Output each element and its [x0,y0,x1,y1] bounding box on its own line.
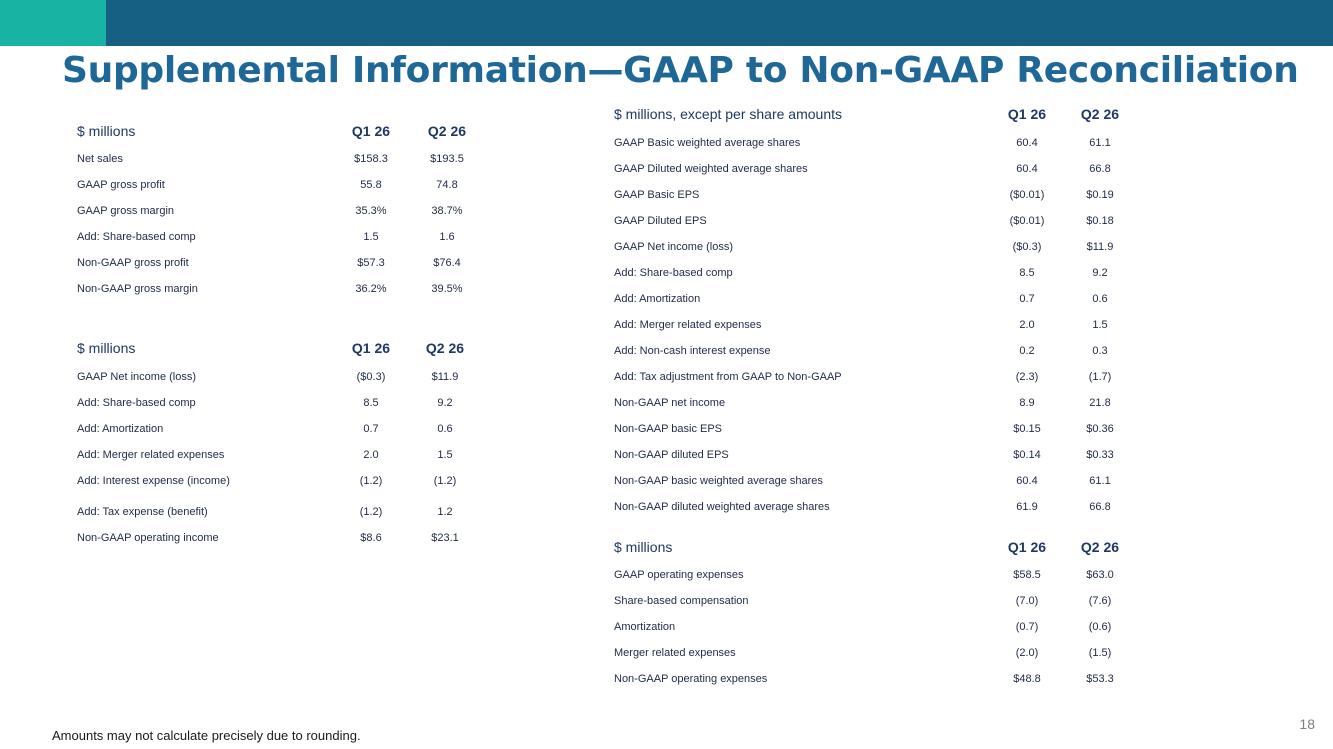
value-q1-26: ($0.3) [1012,241,1042,253]
value-q2-26: $11.9 [1086,241,1114,253]
value-q1-26: $57.3 [357,257,385,269]
value-q1-26: 8.5 [1019,267,1035,279]
value-q1-26: (0.7) [1015,621,1039,633]
value-q2-26: $63.0 [1086,569,1114,581]
row-label: Add: Amortization [77,423,164,435]
header-units-label: $ millions [77,340,136,356]
value-q2-26: $193.5 [430,153,464,165]
value-q1-26: 60.4 [1016,137,1038,149]
row-label: Merger related expenses [614,647,736,659]
value-q2-26: 1.2 [437,506,453,518]
row-label: Add: Share-based comp [77,397,196,409]
value-q2-26: (0.6) [1088,621,1112,633]
header-q1-26: Q1 26 [351,123,391,139]
header-q1-26: Q1 26 [1007,106,1047,122]
value-q1-26: $48.8 [1013,673,1041,685]
value-q2-26: 61.1 [1089,137,1111,149]
header-bar [0,0,1333,46]
row-label: Non-GAAP diluted weighted average shares [614,501,830,513]
header-q2-26: Q2 26 [1080,539,1120,555]
value-q2-26: (1.2) [433,475,457,487]
value-q2-26: 9.2 [1092,267,1108,279]
value-q1-26: (2.0) [1015,647,1039,659]
page-title: Supplemental Information—GAAP to Non-GAAP Reconciliation [62,50,1299,91]
value-q2-26: 61.1 [1089,475,1111,487]
header-q2-26: Q2 26 [425,340,465,356]
value-q1-26: $0.15 [1013,423,1041,435]
value-q2-26: 66.8 [1089,163,1111,175]
row-label: Add: Interest expense (income) [77,475,230,487]
row-label: Non-GAAP diluted EPS [614,449,729,461]
value-q1-26: ($0.01) [1009,215,1045,227]
row-label: Non-GAAP basic weighted average shares [614,475,823,487]
row-label: Add: Merger related expenses [77,449,225,461]
row-label: GAAP Basic weighted average shares [614,137,801,149]
row-label: GAAP gross profit [77,179,165,191]
value-q2-26: $53.3 [1086,673,1114,685]
value-q1-26: (1.2) [359,506,383,518]
value-q2-26: $0.19 [1086,189,1114,201]
row-label: Net sales [77,153,123,165]
row-label: GAAP operating expenses [614,569,744,581]
value-q1-26: 35.3% [355,205,387,217]
row-label: Non-GAAP net income [614,397,726,409]
value-q1-26: 8.5 [363,397,379,409]
operating-income-table [77,340,497,550]
row-label: Non-GAAP operating income [77,532,219,544]
row-label: Share-based compensation [614,595,749,607]
header-q1-26: Q1 26 [351,340,391,356]
row-label: Non-GAAP gross margin [77,283,198,295]
header-q2-26: Q2 26 [427,123,467,139]
value-q1-26: 0.7 [363,423,379,435]
row-label: Non-GAAP gross profit [77,257,189,269]
row-label: Amortization [614,621,676,633]
row-label: GAAP gross margin [77,205,175,217]
row-label: GAAP Diluted weighted average shares [614,163,808,175]
gross-margin-table [77,123,497,303]
value-q1-26: 60.4 [1016,475,1038,487]
header-accent-block [0,0,106,46]
row-label: Add: Merger related expenses [614,319,762,331]
value-q2-26: 39.5% [431,283,463,295]
value-q1-26: $58.5 [1013,569,1041,581]
value-q1-26: 0.2 [1019,345,1035,357]
value-q2-26: 38.7% [431,205,463,217]
rounding-footnote: Amounts may not calculate precisely due to rounding. [52,728,361,743]
value-q2-26: $76.4 [433,257,461,269]
header-units-label: $ millions [77,123,136,139]
row-label: Add: Tax expense (benefit) [77,506,208,518]
value-q2-26: (1.5) [1088,647,1112,659]
row-label: GAAP Net income (loss) [77,371,197,383]
value-q1-26: (2.3) [1015,371,1039,383]
value-q2-26: 9.2 [437,397,453,409]
value-q2-26: $11.9 [431,371,459,383]
value-q2-26: $0.33 [1086,449,1114,461]
value-q2-26: 0.3 [1092,345,1108,357]
row-label: Add: Tax adjustment from GAAP to Non-GAAP [614,371,842,383]
value-q2-26: 0.6 [437,423,453,435]
value-q2-26: 74.8 [436,179,458,191]
value-q2-26: (1.7) [1088,371,1112,383]
row-label: Add: Amortization [614,293,701,305]
value-q1-26: (1.2) [359,475,383,487]
value-q2-26: 1.6 [439,231,455,243]
value-q2-26: 21.8 [1089,397,1111,409]
operating-expenses-table [614,539,1134,699]
value-q2-26: 66.8 [1089,501,1111,513]
header-units-label: $ millions, except per share amounts [614,106,842,122]
page-number: 18 [1299,716,1315,732]
value-q1-26: ($0.01) [1009,189,1045,201]
value-q1-26: 36.2% [355,283,387,295]
value-q2-26: $0.18 [1086,215,1114,227]
row-label: Non-GAAP basic EPS [614,423,723,435]
row-label: GAAP Diluted EPS [614,215,707,227]
value-q1-26: 0.7 [1019,293,1035,305]
header-q2-26: Q2 26 [1080,106,1120,122]
value-q1-26: 61.9 [1016,501,1038,513]
value-q2-26: 0.6 [1092,293,1108,305]
value-q1-26: 1.5 [363,231,379,243]
value-q2-26: $23.1 [431,532,459,544]
row-label: Add: Share-based comp [77,231,196,243]
net-income-eps-table [614,106,1134,526]
row-label: Add: Share-based comp [614,267,733,279]
row-label: Add: Non-cash interest expense [614,345,771,357]
value-q1-26: $0.14 [1013,449,1041,461]
header-q1-26: Q1 26 [1007,539,1047,555]
row-label: GAAP Net income (loss) [614,241,734,253]
value-q1-26: $8.6 [360,532,382,544]
value-q2-26: $0.36 [1086,423,1114,435]
row-label: Non-GAAP operating expenses [614,673,768,685]
value-q2-26: (7.6) [1088,595,1112,607]
value-q1-26: (7.0) [1015,595,1039,607]
value-q2-26: 1.5 [437,449,453,461]
header-units-label: $ millions [614,539,673,555]
row-label: GAAP Basic EPS [614,189,700,201]
value-q1-26: $158.3 [354,153,388,165]
value-q1-26: ($0.3) [356,371,386,383]
value-q1-26: 60.4 [1016,163,1038,175]
value-q1-26: 2.0 [363,449,379,461]
value-q2-26: 1.5 [1092,319,1108,331]
value-q1-26: 2.0 [1019,319,1035,331]
value-q1-26: 55.8 [360,179,382,191]
value-q1-26: 8.9 [1019,397,1035,409]
